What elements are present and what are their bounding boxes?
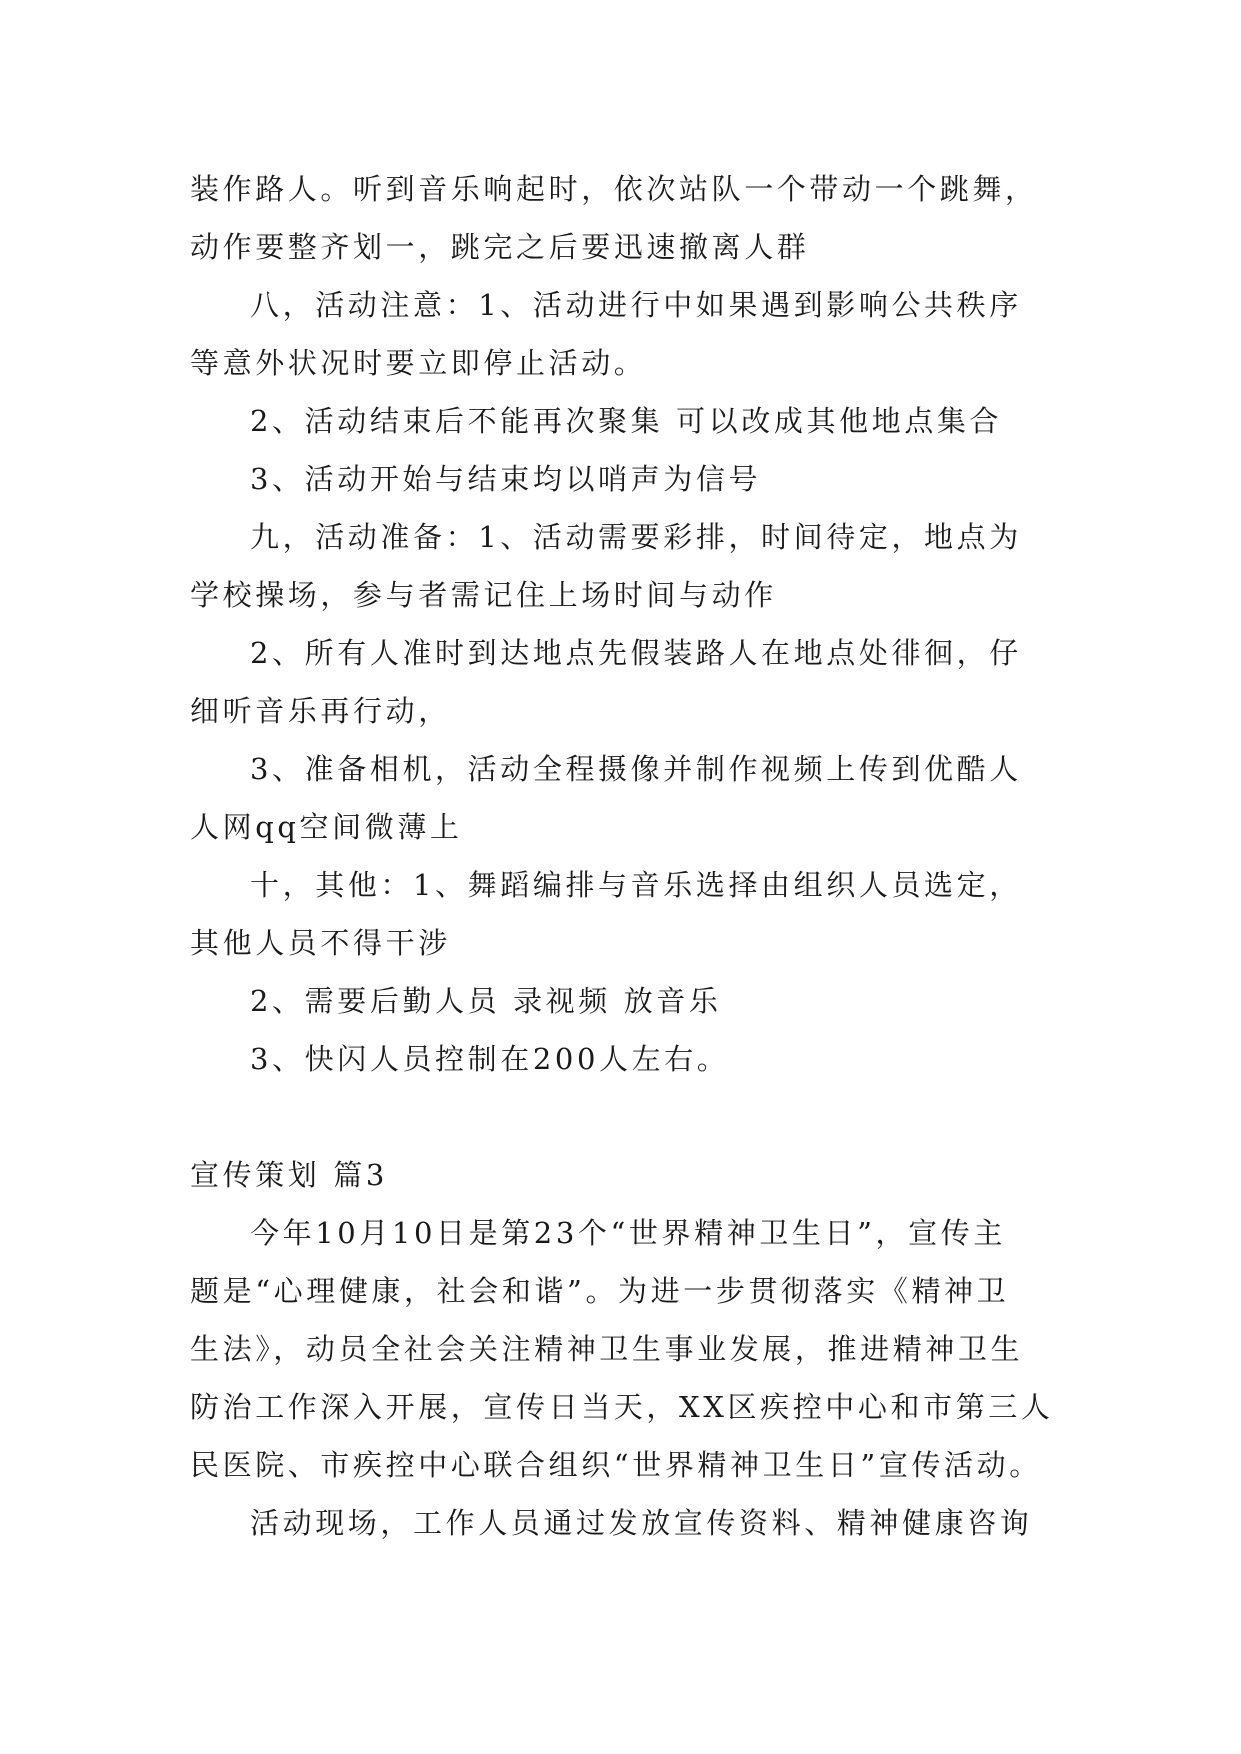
text-line: 人网qq空间微薄上: [190, 810, 463, 844]
text-line: 3、活动开始与结束均以哨声为信号: [250, 462, 762, 496]
text-line-item-8: 八，活动注意：1、活动进行中如果遇到影响公共秩序: [250, 288, 1022, 322]
section-text-line: 活动现场，工作人员通过发放宣传资料、精神健康咨询: [250, 1506, 1033, 1540]
section-heading: 宣传策划 篇3: [190, 1158, 388, 1192]
section-text-line: 今年10月10日是第23个“世界精神卫生日”，宣传主: [250, 1216, 1006, 1250]
section-text-line: 题是“心理健康，社会和谐”。为进一步贯彻落实《精神卫: [190, 1274, 1010, 1308]
document-body: [190, 160, 1058, 1552]
text-line: 3、准备相机，活动全程摄像并制作视频上传到优酷人: [250, 752, 1022, 786]
text-line: 2、活动结束后不能再次聚集 可以改成其他地点集合: [250, 404, 1003, 438]
text-line: 动作要整齐划一，跳完之后要迅速撤离人群: [190, 230, 810, 264]
text-line: 2、需要后勤人员 录视频 放音乐: [250, 984, 722, 1018]
text-line-item-10: 十，其他：1、舞蹈编排与音乐选择由组织人员选定，: [250, 868, 1022, 902]
section-spacer: [190, 1088, 1058, 1146]
text-line-item-9: 九，活动准备：1、活动需要彩排，时间待定，地点为: [250, 520, 1022, 554]
text-line: 3、快闪人员控制在200人左右。: [250, 1042, 730, 1076]
text-line: 学校操场，参与者需记住上场时间与动作: [190, 578, 777, 612]
section-text-line: 民医院、市疾控中心联合组织“世界精神卫生日”宣传活动。: [190, 1448, 1042, 1482]
text-line: 细听音乐再行动，: [190, 694, 451, 728]
text-line: 2、所有人准时到达地点先假装路人在地点处徘徊，仔: [250, 636, 1022, 670]
text-line: 装作路人。听到音乐响起时，依次站队一个带动一个跳舞，: [190, 172, 1038, 206]
text-line: 其他人员不得干涉: [190, 926, 451, 960]
text-line: 等意外状况时要立即停止活动。: [190, 346, 647, 380]
section-text-line: 防治工作深入开展，宣传日当天，XX区疾控中心和市第三人: [190, 1390, 1054, 1424]
section-text-line: 生法》，动员全社会关注精神卫生事业发展，推进精神卫生: [190, 1332, 1024, 1366]
